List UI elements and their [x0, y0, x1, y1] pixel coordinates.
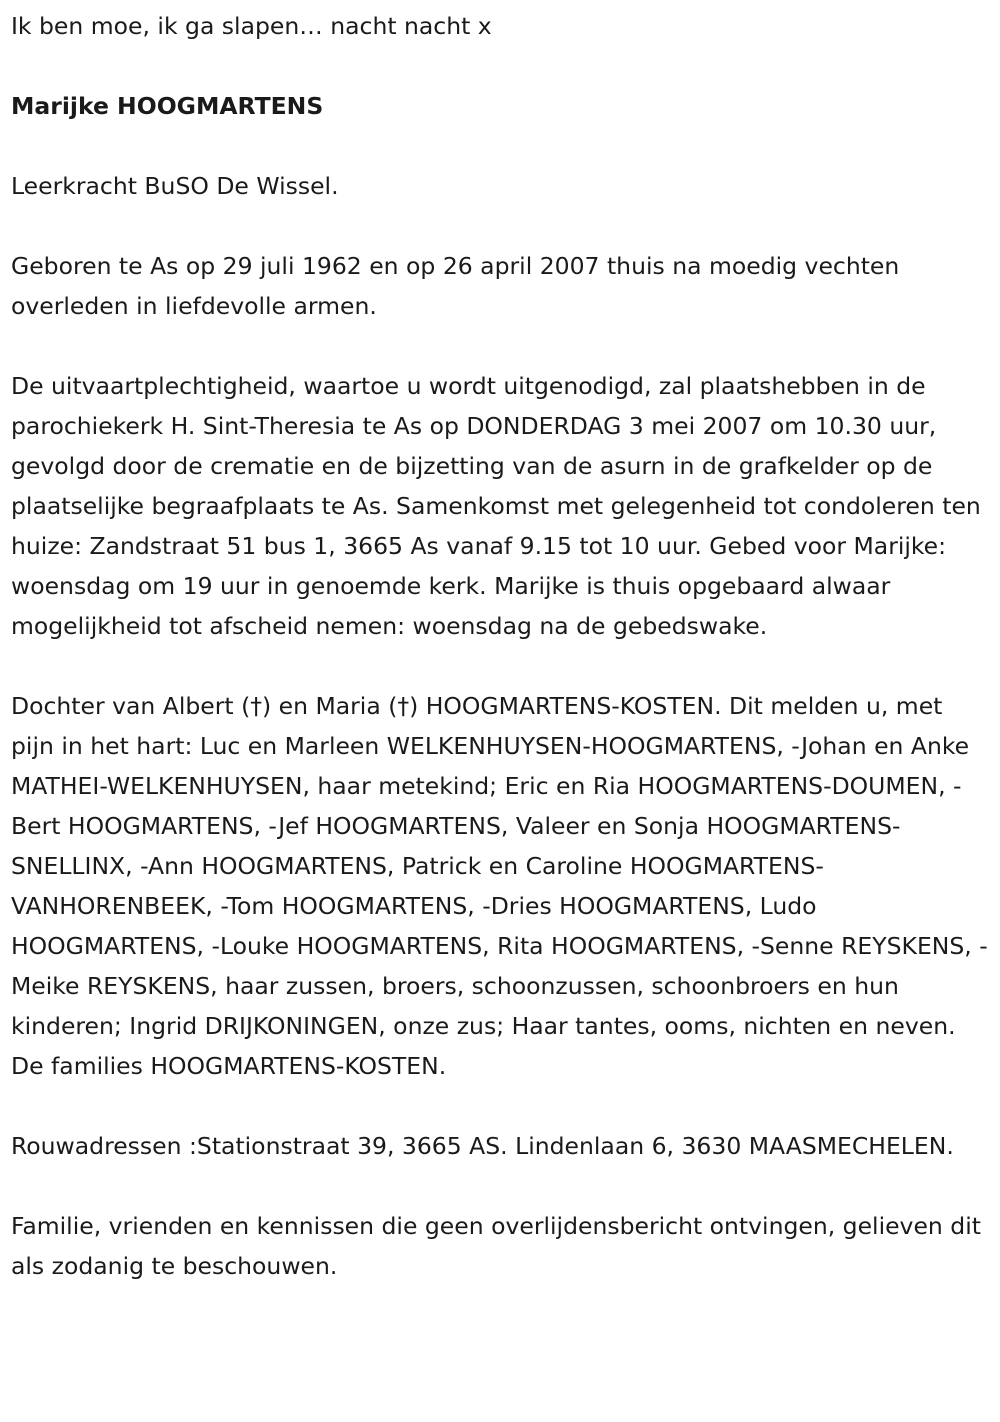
ceremony-paragraph: De uitvaartplechtigheid, waartoe u wordt uitgenodigd, zal plaatshebben in de parochiekerk H. Sint-Theresia te As op DONDERDAG 3 mei 2007 om 10.30 uur, gevolgd door de crematie en de bijzetting van de asurn in de grafkelder op de plaatselijke begraafplaats te As. Samenkomst met gelegenheid tot condoleren ten huize: Zandstraat 51 bus 1, 3665 As vanaf 9.15 tot 10 uur. Gebed voor Marijke: woensdag om 19 uur in genoemde kerk. Marijke is thuis opgebaard alwaar mogelijkheid tot afscheid nemen: woensdag na de gebedswake. — [11, 372, 981, 640]
deceased-name: Marijke HOOGMARTENS — [11, 92, 324, 120]
occupation-line: Leerkracht BuSO De Wissel. — [11, 172, 339, 200]
closing-paragraph: Familie, vrienden en kennissen die geen overlijdensbericht ontvingen, gelieven dit als zodanig te beschouwen. — [11, 1212, 981, 1280]
birth-death-paragraph: Geboren te As op 29 juli 1962 en op 26 april 2007 thuis na moedig vechten overleden in liefdevolle armen. — [11, 252, 900, 320]
intro-line: Ik ben moe, ik ga slapen… nacht nacht x — [11, 12, 492, 40]
addresses-paragraph: Rouwadressen :Stationstraat 39, 3665 AS. Lindenlaan 6, 3630 MAASMECHELEN. — [11, 1132, 954, 1160]
family-paragraph: Dochter van Albert (†) en Maria (†) HOOGMARTENS-KOSTEN. Dit melden u, met pijn in het hart: Luc en Marleen WELKENHUYSEN-HOOGMARTENS, -Johan en Anke MATHEI-WELKENHUYSEN, haar metekind; Eric en Ria HOOGMARTENS-DOUMEN, -Bert HOOGMARTENS, -Jef HOOGMARTENS, Valeer en Sonja HOOGMARTENS-SNELLINX, -Ann HOOGMARTENS, Patrick en Caroline HOOGMARTENS-VANHORENBEEK, -Tom HOOGMARTENS, -Dries HOOGMARTENS, Ludo HOOGMARTENS, -Louke HOOGMARTENS, Rita HOOGMARTENS, -Senne REYSKENS, -Meike REYSKENS, haar zussen, broers, schoonzussen, schoonbroers en hun kinderen; Ingrid DRIJKONINGEN, onze zus; Haar tantes, ooms, nichten en neven. De families HOOGMARTENS-KOSTEN. — [11, 692, 988, 1080]
